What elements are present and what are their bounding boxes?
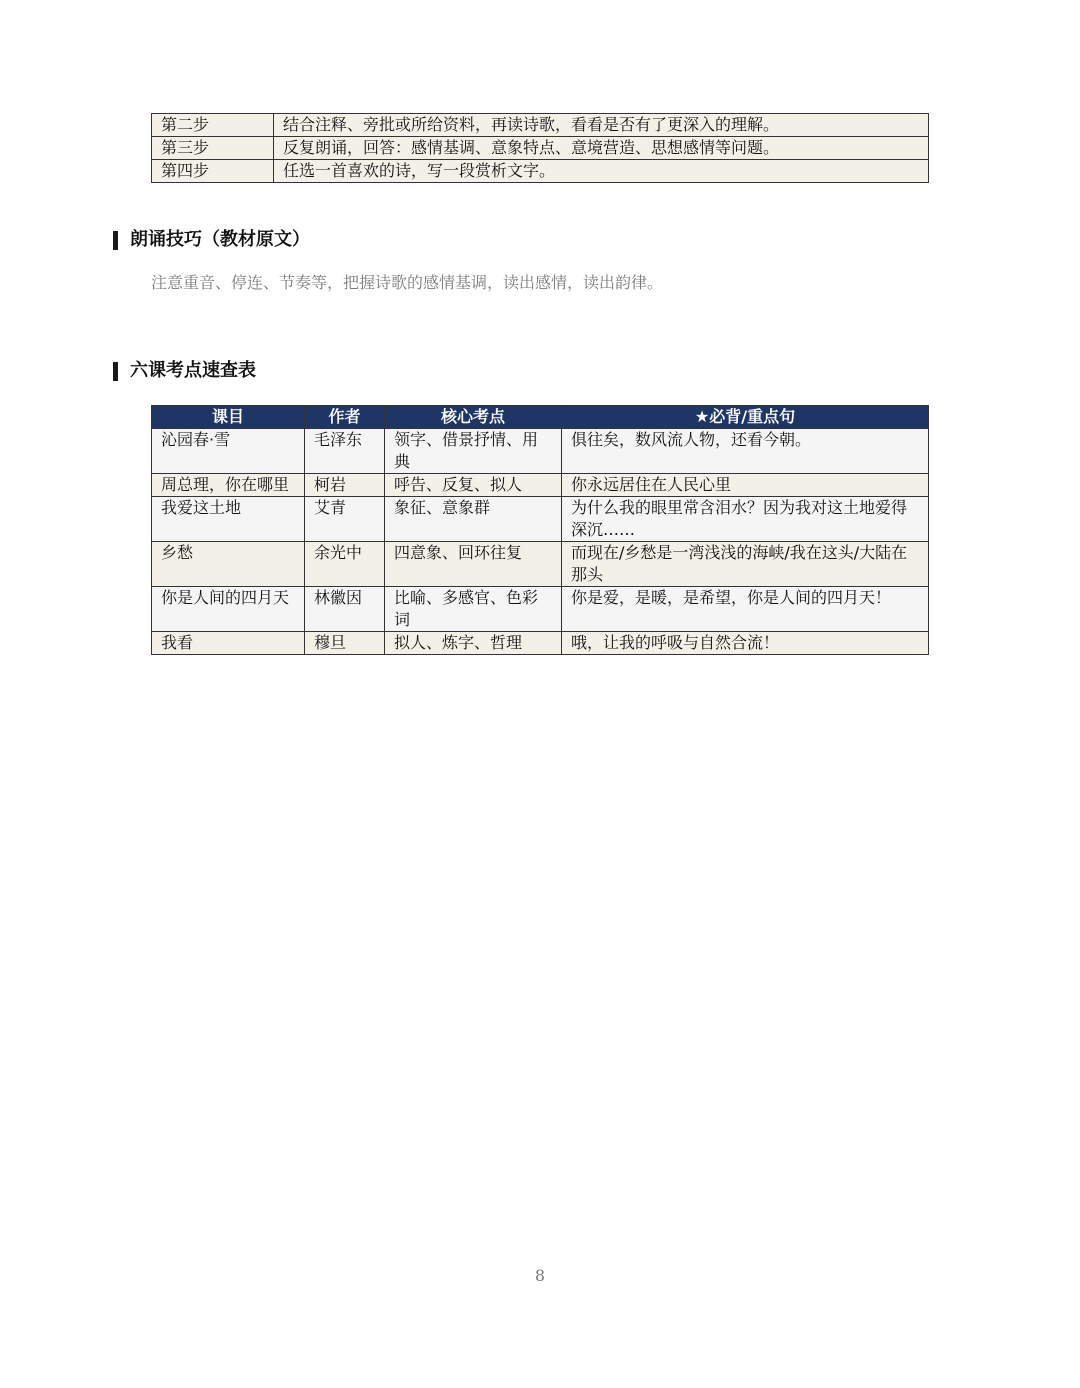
lesson-points: 四意象、回环往复 [385,542,562,587]
table-row [152,137,929,160]
lesson-author: 柯岩 [305,474,385,497]
column-header-author: 作者 [305,406,385,429]
lesson-quote: 你是爱，是暖，是希望，你是人间的四月天！ [562,587,929,632]
lesson-title: 你是人间的四月天 [152,587,305,632]
lesson-title: 乡愁 [152,542,305,587]
lesson-points: 象征、意象群 [385,497,562,542]
heading-marker [113,362,118,381]
page-number: 8 [534,1266,546,1285]
lesson-points: 领字、借景抒情、用典 [385,429,562,474]
step-label: 第四步 [152,160,274,183]
step-label: 第三步 [152,137,274,160]
table-header-row [152,406,929,429]
lesson-author: 穆旦 [305,632,385,655]
table-row [152,474,929,497]
lesson-quote: 哦，让我的呼吸与自然合流！ [562,632,929,655]
lesson-points: 呼告、反复、拟人 [385,474,562,497]
table-row [152,497,929,542]
section-title: 朗诵技巧（教材原文） [130,229,310,250]
lesson-points: 比喻、多感官、色彩词 [385,587,562,632]
section-heading-quick-reference [113,360,256,382]
lesson-title: 我爱这土地 [152,497,305,542]
section-heading-recitation [113,229,310,251]
column-header-quote: ★必背/重点句 [562,406,929,429]
lesson-title: 沁园春·雪 [152,429,305,474]
table-row [152,632,929,655]
lesson-author: 余光中 [305,542,385,587]
lesson-author: 艾青 [305,497,385,542]
lesson-points: 拟人、炼字、哲理 [385,632,562,655]
column-header-title: 课目 [152,406,305,429]
table-row [152,587,929,632]
step-label: 第二步 [152,114,274,137]
table-row [152,160,929,183]
heading-marker [113,231,118,250]
lessons-reference-table [151,405,929,655]
lesson-title: 我看 [152,632,305,655]
lesson-quote: 为什么我的眼里常含泪水？因为我对这土地爱得深沉…… [562,497,929,542]
lesson-author: 林徽因 [305,587,385,632]
table-row [152,542,929,587]
table-row [152,429,929,474]
recitation-note: 注意重音、停连、节奏等，把握诗歌的感情基调，读出感情，读出韵律。 [151,273,664,292]
lesson-quote: 俱往矣，数风流人物，还看今朝。 [562,429,929,474]
step-description: 任选一首喜欢的诗，写一段赏析文字。 [274,160,929,183]
lesson-quote: 你永远居住在人民心里 [562,474,929,497]
section-title: 六课考点速查表 [130,360,256,381]
reading-steps-table [151,113,929,183]
table-row [152,114,929,137]
lesson-author: 毛泽东 [305,429,385,474]
step-description: 结合注释、旁批或所给资料，再读诗歌，看看是否有了更深入的理解。 [274,114,929,137]
lesson-title: 周总理，你在哪里 [152,474,305,497]
column-header-points: 核心考点 [385,406,562,429]
lesson-quote: 而现在/乡愁是一湾浅浅的海峡/我在这头/大陆在那头 [562,542,929,587]
step-description: 反复朗诵，回答：感情基调、意象特点、意境营造、思想感情等问题。 [274,137,929,160]
